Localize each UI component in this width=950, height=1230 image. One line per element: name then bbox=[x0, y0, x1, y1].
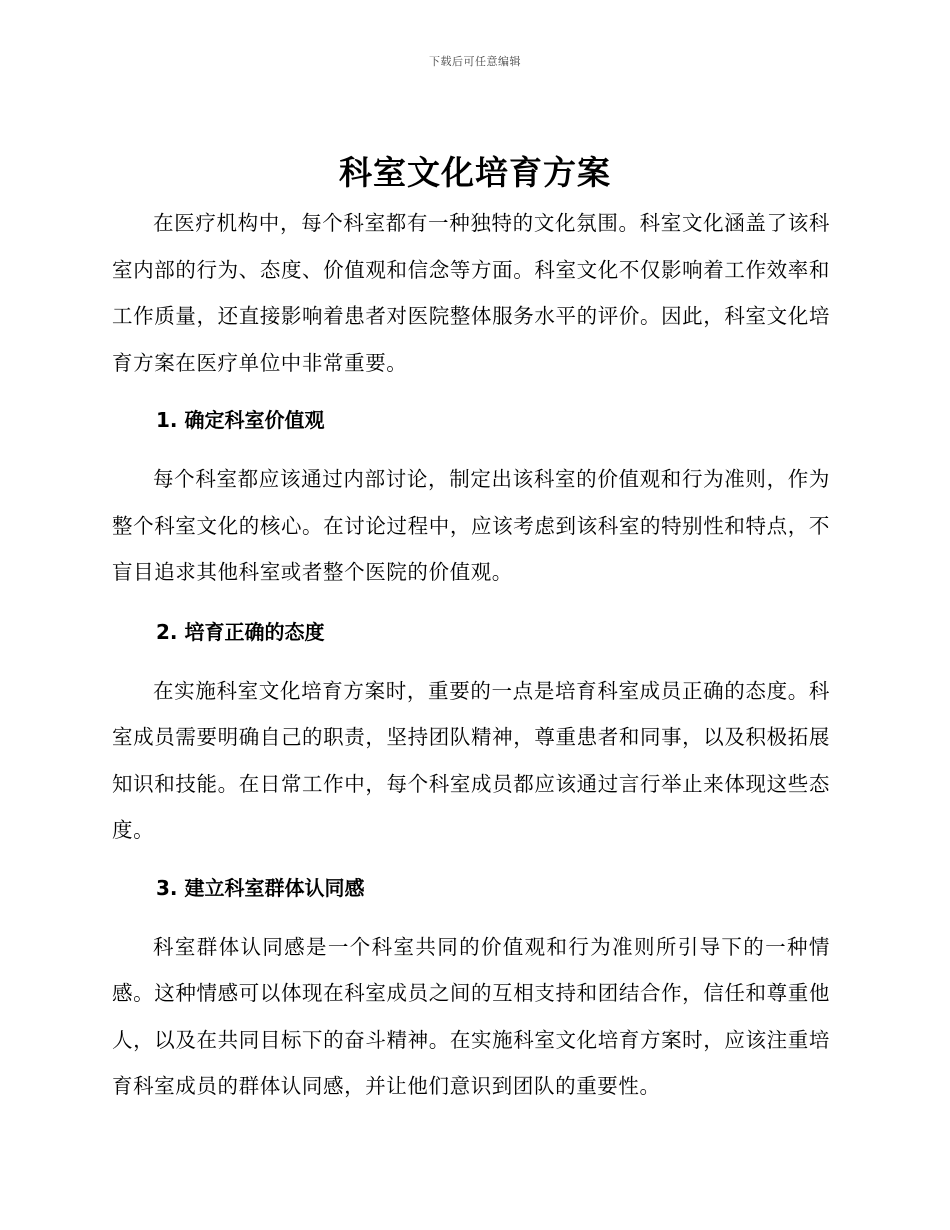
section-paragraph-2: 在实施科室文化培育方案时，重要的一点是培育科室成员正确的态度。科室成员需要明确自己的职责，坚持团队精神，尊重患者和同事，以及积极拓展知识和技能。在日常工作中，每个科室成员都应该通过言行举止来体现这些态度。 bbox=[112, 678, 830, 842]
section-heading-3: 3. 建立科室群体认同感 bbox=[156, 875, 365, 900]
section-paragraph-1: 每个科室都应该通过内部讨论，制定出该科室的价值观和行为准则，作为整个科室文化的核心。在讨论过程中，应该考虑到该科室的特别性和特点，不盲目追求其他科室或者整个医院的价值观。 bbox=[112, 467, 830, 584]
section-heading-1: 1. 确定科室价值观 bbox=[156, 408, 325, 432]
intro-paragraph: 在医疗机构中，每个科室都有一种独特的文化氛围。科室文化涵盖了该科室内部的行为、态度、价值观和信念等方面。科室文化不仅影响着工作效率和工作质量，还直接影响着患者对医院整体服务水平的评价。因此，科室文化培育方案在医疗单位中非常重要。 bbox=[112, 211, 830, 375]
section-paragraph-3: 科室群体认同感是一个科室共同的价值观和行为准则所引导下的一种情感。这种情感可以体现在科室成员之间的互相支持和团结合作，信任和尊重他人，以及在共同目标下的奋斗精神。在实施科室文化培育方案时，应该注重培育科室成员的群体认同感，并让他们意识到团队的重要性。 bbox=[112, 934, 830, 1098]
document-body bbox=[112, 200, 830, 1110]
section-heading-2: 2. 培育正确的态度 bbox=[156, 619, 325, 644]
document-title: 科室文化培育方案 bbox=[339, 153, 611, 192]
header-note: 下载后可任意编辑 bbox=[429, 55, 521, 68]
